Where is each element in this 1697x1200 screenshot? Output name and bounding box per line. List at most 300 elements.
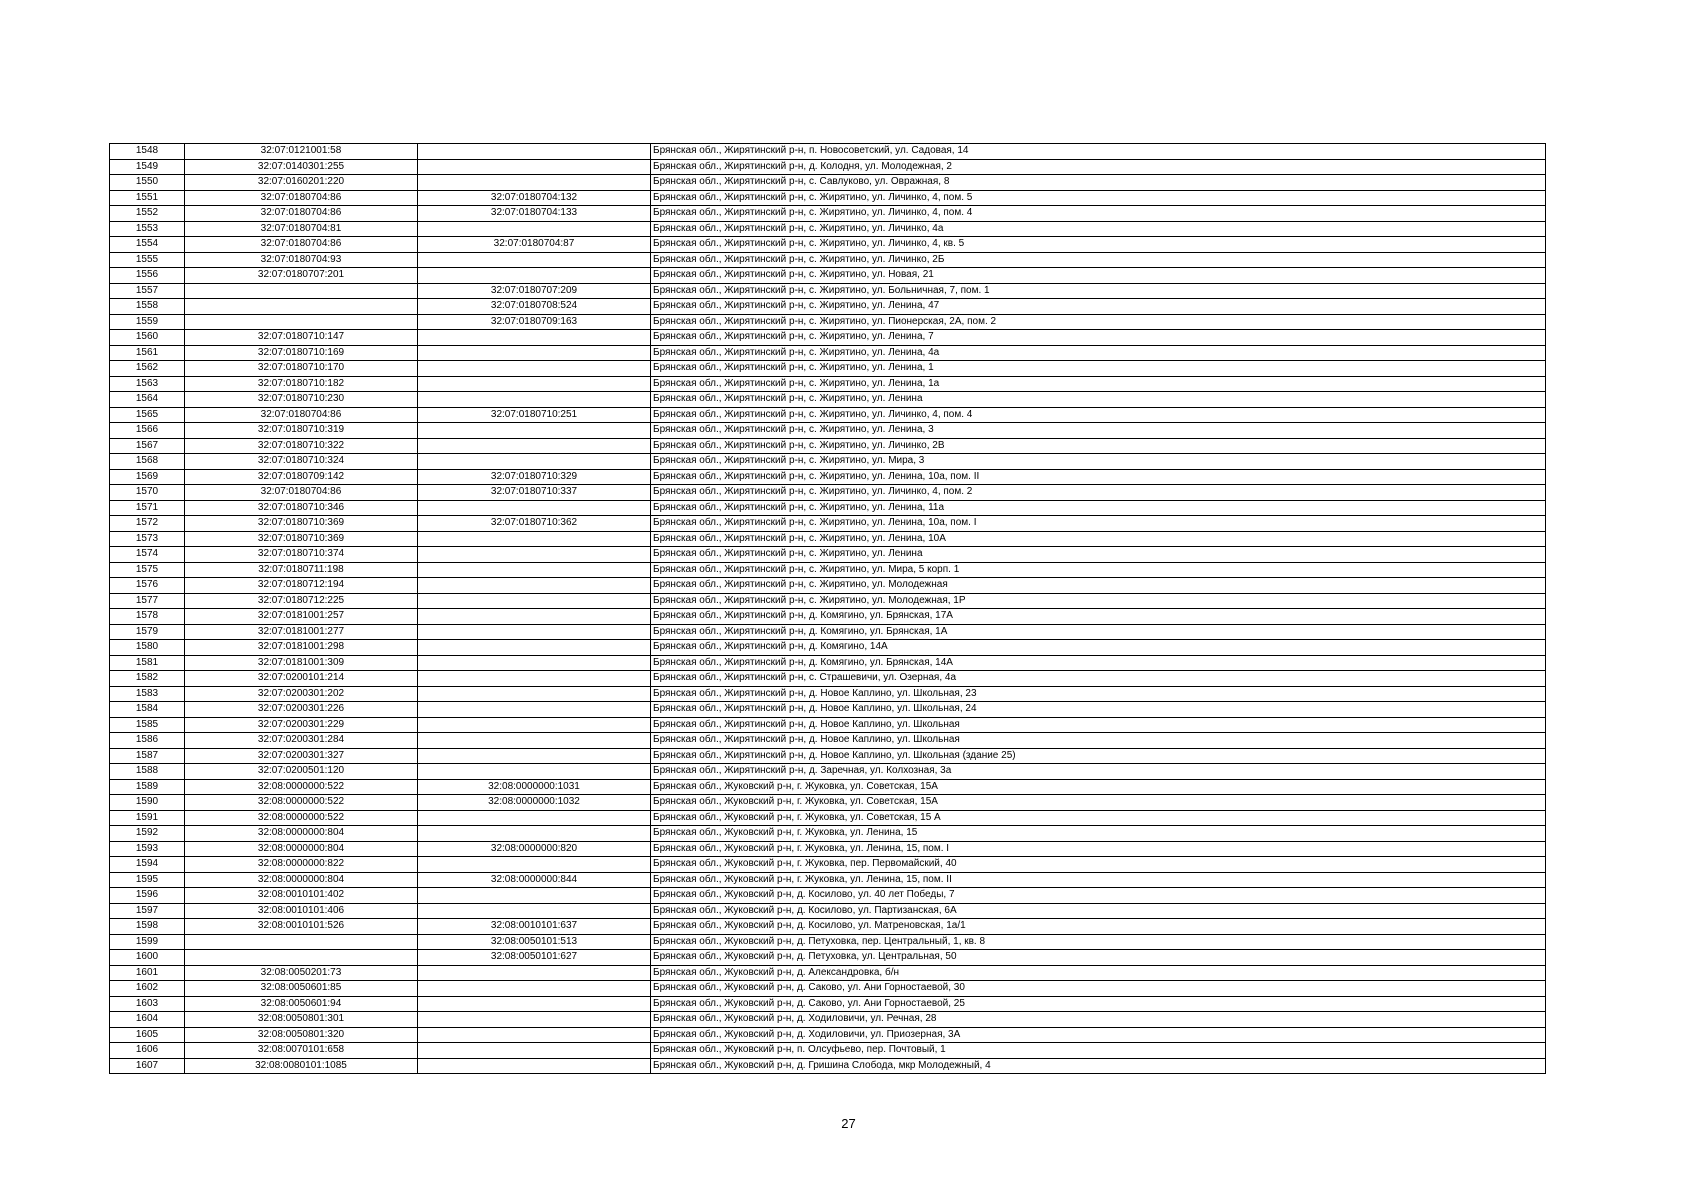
cadastral-number-cell: 32:07:0200101:214	[185, 671, 418, 687]
row-number-cell: 1583	[110, 686, 185, 702]
cadastral-number-cell: 32:07:0180710:324	[185, 454, 418, 470]
room-cadastral-number-cell: 32:08:0010101:637	[418, 919, 651, 935]
table-row	[110, 547, 1546, 563]
address-cell: Брянская обл., Жирятинский р-н, с. Страшевичи, ул. Озерная, 4а	[651, 671, 1546, 687]
cadastral-number-cell	[185, 314, 418, 330]
row-number-cell: 1585	[110, 717, 185, 733]
cadastral-number-cell: 32:07:0180710:369	[185, 516, 418, 532]
table-row	[110, 345, 1546, 361]
table-row	[110, 1012, 1546, 1028]
row-number-cell: 1562	[110, 361, 185, 377]
room-cadastral-number-cell	[418, 578, 651, 594]
address-cell: Брянская обл., Жуковский р-н, д. Саково, ул. Ани Горностаевой, 30	[651, 981, 1546, 997]
room-cadastral-number-cell	[418, 764, 651, 780]
room-cadastral-number-cell: 32:07:0180710:329	[418, 469, 651, 485]
cadastral-number-cell: 32:07:0180707:201	[185, 268, 418, 284]
row-number-cell: 1554	[110, 237, 185, 253]
room-cadastral-number-cell	[418, 624, 651, 640]
table-row	[110, 795, 1546, 811]
table-row	[110, 237, 1546, 253]
cadastral-number-cell: 32:07:0140301:255	[185, 159, 418, 175]
address-cell: Брянская обл., Жирятинский р-н, д. Новое Каплино, ул. Школьная, 23	[651, 686, 1546, 702]
room-cadastral-number-cell	[418, 562, 651, 578]
row-number-cell: 1564	[110, 392, 185, 408]
table-row	[110, 299, 1546, 315]
room-cadastral-number-cell	[418, 252, 651, 268]
address-cell: Брянская обл., Жирятинский р-н, с. Жирятино, ул. Больничная, 7, пом. 1	[651, 283, 1546, 299]
table-row	[110, 919, 1546, 935]
row-number-cell: 1572	[110, 516, 185, 532]
table-row	[110, 159, 1546, 175]
address-cell: Брянская обл., Жирятинский р-н, с. Жирятино, ул. Ленина, 10А	[651, 531, 1546, 547]
table-row	[110, 671, 1546, 687]
row-number-cell: 1561	[110, 345, 185, 361]
address-cell: Брянская обл., Жуковский р-н, д. Саково, ул. Ани Горностаевой, 25	[651, 996, 1546, 1012]
row-number-cell: 1570	[110, 485, 185, 501]
cadastral-number-cell: 32:07:0180710:319	[185, 423, 418, 439]
row-number-cell: 1601	[110, 965, 185, 981]
table-row	[110, 485, 1546, 501]
room-cadastral-number-cell	[418, 438, 651, 454]
address-cell: Брянская обл., Жирятинский р-н, с. Жирятино, ул. Молодежная	[651, 578, 1546, 594]
room-cadastral-number-cell	[418, 159, 651, 175]
row-number-cell: 1579	[110, 624, 185, 640]
address-cell: Брянская обл., Жирятинский р-н, с. Жирятино, ул. Новая, 21	[651, 268, 1546, 284]
table-row	[110, 531, 1546, 547]
row-number-cell: 1574	[110, 547, 185, 563]
cadastral-number-cell: 32:08:0050201:73	[185, 965, 418, 981]
address-cell: Брянская обл., Жуковский р-н, д. Гришина Слобода, мкр Молодежный, 4	[651, 1058, 1546, 1074]
room-cadastral-number-cell	[418, 810, 651, 826]
address-cell: Брянская обл., Жирятинский р-н, д. Заречная, ул. Колхозная, 3а	[651, 764, 1546, 780]
address-cell: Брянская обл., Жирятинский р-н, д. Новое Каплино, ул. Школьная	[651, 717, 1546, 733]
row-number-cell: 1580	[110, 640, 185, 656]
cadastral-number-cell: 32:08:0000000:804	[185, 872, 418, 888]
row-number-cell: 1573	[110, 531, 185, 547]
table-row	[110, 376, 1546, 392]
table-row	[110, 144, 1546, 160]
cadastral-number-cell	[185, 950, 418, 966]
room-cadastral-number-cell	[418, 144, 651, 160]
address-cell: Брянская обл., Жирятинский р-н, д. Комягино, ул. Брянская, 14А	[651, 655, 1546, 671]
table-row	[110, 996, 1546, 1012]
address-cell: Брянская обл., Жирятинский р-н, д. Комягино, ул. Брянская, 17А	[651, 609, 1546, 625]
row-number-cell: 1599	[110, 934, 185, 950]
room-cadastral-number-cell: 32:08:0000000:1031	[418, 779, 651, 795]
cadastral-number-cell: 32:07:0180710:147	[185, 330, 418, 346]
table-row	[110, 469, 1546, 485]
address-cell: Брянская обл., Жирятинский р-н, с. Жирятино, ул. Ленина, 1	[651, 361, 1546, 377]
row-number-cell: 1552	[110, 206, 185, 222]
table-row	[110, 810, 1546, 826]
cadastral-number-cell: 32:08:0070101:658	[185, 1043, 418, 1059]
address-cell: Брянская обл., Жуковский р-н, п. Олсуфьево, пер. Почтовый, 1	[651, 1043, 1546, 1059]
table-row	[110, 516, 1546, 532]
address-cell: Брянская обл., Жирятинский р-н, с. Жирятино, ул. Личинко, 4, кв. 5	[651, 237, 1546, 253]
address-cell: Брянская обл., Жирятинский р-н, с. Жирятино, ул. Ленина	[651, 547, 1546, 563]
cadastral-number-cell: 32:07:0180709:142	[185, 469, 418, 485]
cadastral-number-cell: 32:08:0000000:804	[185, 826, 418, 842]
room-cadastral-number-cell	[418, 1043, 651, 1059]
address-cell: Брянская обл., Жирятинский р-н, с. Савлуково, ул. Овражная, 8	[651, 175, 1546, 191]
cadastral-number-cell: 32:08:0000000:522	[185, 810, 418, 826]
address-cell: Брянская обл., Жирятинский р-н, с. Жирятино, ул. Личинко, 2Б	[651, 252, 1546, 268]
cadastral-number-cell: 32:08:0000000:822	[185, 857, 418, 873]
room-cadastral-number-cell: 32:07:0180709:163	[418, 314, 651, 330]
row-number-cell: 1569	[110, 469, 185, 485]
cadastral-number-cell: 32:08:0000000:522	[185, 779, 418, 795]
address-cell: Брянская обл., Жирятинский р-н, с. Жирятино, ул. Ленина, 3	[651, 423, 1546, 439]
address-cell: Брянская обл., Жуковский р-н, г. Жуковка, ул. Ленина, 15, пом. I	[651, 841, 1546, 857]
cadastral-number-cell: 32:08:0050601:85	[185, 981, 418, 997]
row-number-cell: 1590	[110, 795, 185, 811]
row-number-cell: 1555	[110, 252, 185, 268]
row-number-cell: 1606	[110, 1043, 185, 1059]
cadastral-number-cell: 32:08:0050601:94	[185, 996, 418, 1012]
row-number-cell: 1563	[110, 376, 185, 392]
room-cadastral-number-cell	[418, 981, 651, 997]
cadastral-number-cell: 32:08:0050801:301	[185, 1012, 418, 1028]
address-cell: Брянская обл., Жирятинский р-н, д. Колодня, ул. Молодежная, 2	[651, 159, 1546, 175]
address-cell: Брянская обл., Жуковский р-н, д. Петуховка, пер. Центральный, 1, кв. 8	[651, 934, 1546, 950]
cadastral-number-cell: 32:07:0180704:86	[185, 237, 418, 253]
address-cell: Брянская обл., Жуковский р-н, г. Жуковка, пер. Первомайский, 40	[651, 857, 1546, 873]
address-cell: Брянская обл., Жирятинский р-н, с. Жирятино, ул. Ленина, 4а	[651, 345, 1546, 361]
room-cadastral-number-cell	[418, 733, 651, 749]
room-cadastral-number-cell	[418, 903, 651, 919]
table-row	[110, 221, 1546, 237]
cadastral-number-cell: 32:07:0180710:346	[185, 500, 418, 516]
table-row	[110, 717, 1546, 733]
cadastral-number-cell: 32:07:0180704:81	[185, 221, 418, 237]
room-cadastral-number-cell	[418, 748, 651, 764]
cadastral-number-cell: 32:07:0180710:369	[185, 531, 418, 547]
address-cell: Брянская обл., Жирятинский р-н, д. Новое Каплино, ул. Школьная (здание 25)	[651, 748, 1546, 764]
table-row	[110, 407, 1546, 423]
row-number-cell: 1603	[110, 996, 185, 1012]
address-cell: Брянская обл., Жирятинский р-н, с. Жирятино, ул. Личинко, 4, пом. 2	[651, 485, 1546, 501]
row-number-cell: 1576	[110, 578, 185, 594]
room-cadastral-number-cell: 32:07:0180704:132	[418, 190, 651, 206]
row-number-cell: 1596	[110, 888, 185, 904]
address-cell: Брянская обл., Жирятинский р-н, с. Жирятино, ул. Ленина, 1а	[651, 376, 1546, 392]
room-cadastral-number-cell	[418, 655, 651, 671]
cadastral-number-cell: 32:07:0180704:86	[185, 206, 418, 222]
cadastral-number-cell: 32:08:0010101:526	[185, 919, 418, 935]
room-cadastral-number-cell	[418, 609, 651, 625]
address-cell: Брянская обл., Жирятинский р-н, с. Жирятино, ул. Личинко, 4а	[651, 221, 1546, 237]
cadastral-number-cell: 32:07:0200301:327	[185, 748, 418, 764]
row-number-cell: 1577	[110, 593, 185, 609]
row-number-cell: 1594	[110, 857, 185, 873]
cadastral-number-cell: 32:07:0121001:58	[185, 144, 418, 160]
address-cell: Брянская обл., Жуковский р-н, д. Александровка, б/н	[651, 965, 1546, 981]
room-cadastral-number-cell	[418, 547, 651, 563]
row-number-cell: 1557	[110, 283, 185, 299]
address-cell: Брянская обл., Жирятинский р-н, с. Жирятино, ул. Молодежная, 1Р	[651, 593, 1546, 609]
room-cadastral-number-cell: 32:08:0050101:627	[418, 950, 651, 966]
table-row	[110, 252, 1546, 268]
room-cadastral-number-cell	[418, 686, 651, 702]
cadastral-number-cell	[185, 283, 418, 299]
address-cell: Брянская обл., Жуковский р-н, г. Жуковка, ул. Ленина, 15	[651, 826, 1546, 842]
table-row	[110, 593, 1546, 609]
cadastral-number-cell: 32:07:0180710:230	[185, 392, 418, 408]
table-row	[110, 206, 1546, 222]
room-cadastral-number-cell	[418, 826, 651, 842]
table-row	[110, 764, 1546, 780]
room-cadastral-number-cell	[418, 423, 651, 439]
table-row	[110, 857, 1546, 873]
row-number-cell: 1567	[110, 438, 185, 454]
table-row	[110, 934, 1546, 950]
room-cadastral-number-cell: 32:07:0180708:524	[418, 299, 651, 315]
address-cell: Брянская обл., Жирятинский р-н, с. Жирятино, ул. Мира, 3	[651, 454, 1546, 470]
address-cell: Брянская обл., Жуковский р-н, г. Жуковка, ул. Советская, 15А	[651, 795, 1546, 811]
table-row	[110, 609, 1546, 625]
table-row	[110, 578, 1546, 594]
room-cadastral-number-cell	[418, 1012, 651, 1028]
address-cell: Брянская обл., Жуковский р-н, д. Косилово, ул. 40 лет Победы, 7	[651, 888, 1546, 904]
address-cell: Брянская обл., Жирятинский р-н, с. Жирятино, ул. Личинко, 4, пом. 4	[651, 206, 1546, 222]
table-row	[110, 392, 1546, 408]
table-row	[110, 268, 1546, 284]
address-cell: Брянская обл., Жирятинский р-н, д. Комягино, ул. Брянская, 1А	[651, 624, 1546, 640]
room-cadastral-number-cell: 32:07:0180707:209	[418, 283, 651, 299]
row-number-cell: 1558	[110, 299, 185, 315]
cadastral-number-cell: 32:07:0200301:202	[185, 686, 418, 702]
cadastral-number-cell: 32:08:0010101:402	[185, 888, 418, 904]
row-number-cell: 1592	[110, 826, 185, 842]
page-number: 27	[841, 1116, 856, 1131]
table-row	[110, 903, 1546, 919]
row-number-cell: 1581	[110, 655, 185, 671]
address-cell: Брянская обл., Жирятинский р-н, с. Жирятино, ул. Ленина, 7	[651, 330, 1546, 346]
row-number-cell: 1565	[110, 407, 185, 423]
address-cell: Брянская обл., Жуковский р-н, д. Косилово, ул. Партизанская, 6А	[651, 903, 1546, 919]
address-cell: Брянская обл., Жирятинский р-н, с. Жирятино, ул. Пионерская, 2А, пом. 2	[651, 314, 1546, 330]
row-number-cell: 1559	[110, 314, 185, 330]
cadastral-number-cell: 32:07:0180710:182	[185, 376, 418, 392]
room-cadastral-number-cell	[418, 175, 651, 191]
cadastral-number-cell: 32:07:0181001:257	[185, 609, 418, 625]
room-cadastral-number-cell	[418, 361, 651, 377]
room-cadastral-number-cell: 32:08:0050101:513	[418, 934, 651, 950]
room-cadastral-number-cell	[418, 593, 651, 609]
table-row	[110, 283, 1546, 299]
address-cell: Брянская обл., Жирятинский р-н, с. Жирятино, ул. Личинко, 4, пом. 5	[651, 190, 1546, 206]
room-cadastral-number-cell	[418, 221, 651, 237]
row-number-cell: 1556	[110, 268, 185, 284]
cadastral-number-cell: 32:07:0200301:284	[185, 733, 418, 749]
registry-table	[109, 143, 1546, 1074]
cadastral-number-cell: 32:07:0180710:169	[185, 345, 418, 361]
row-number-cell: 1578	[110, 609, 185, 625]
table-row	[110, 423, 1546, 439]
cadastral-number-cell: 32:07:0180710:322	[185, 438, 418, 454]
row-number-cell: 1571	[110, 500, 185, 516]
address-cell: Брянская обл., Жуковский р-н, г. Жуковка, ул. Ленина, 15, пом. II	[651, 872, 1546, 888]
row-number-cell: 1549	[110, 159, 185, 175]
table-row	[110, 624, 1546, 640]
cadastral-number-cell: 32:07:0180704:86	[185, 485, 418, 501]
room-cadastral-number-cell	[418, 857, 651, 873]
room-cadastral-number-cell: 32:08:0000000:1032	[418, 795, 651, 811]
address-cell: Брянская обл., Жирятинский р-н, с. Жирятино, ул. Ленина, 10а, пом. II	[651, 469, 1546, 485]
table-row	[110, 1058, 1546, 1074]
table-row	[110, 872, 1546, 888]
table-row	[110, 841, 1546, 857]
room-cadastral-number-cell: 32:08:0000000:820	[418, 841, 651, 857]
table-row	[110, 826, 1546, 842]
row-number-cell: 1550	[110, 175, 185, 191]
cadastral-number-cell	[185, 299, 418, 315]
cadastral-number-cell: 32:07:0200301:226	[185, 702, 418, 718]
room-cadastral-number-cell	[418, 702, 651, 718]
table-row	[110, 640, 1546, 656]
address-cell: Брянская обл., Жуковский р-н, г. Жуковка, ул. Советская, 15 А	[651, 810, 1546, 826]
cadastral-number-cell: 32:07:0180704:93	[185, 252, 418, 268]
table-row	[110, 888, 1546, 904]
address-cell: Брянская обл., Жирятинский р-н, д. Комягино, 14А	[651, 640, 1546, 656]
table-row	[110, 562, 1546, 578]
row-number-cell: 1600	[110, 950, 185, 966]
table-row	[110, 454, 1546, 470]
table-row	[110, 686, 1546, 702]
room-cadastral-number-cell	[418, 996, 651, 1012]
room-cadastral-number-cell: 32:08:0000000:844	[418, 872, 651, 888]
table-row	[110, 190, 1546, 206]
room-cadastral-number-cell	[418, 1027, 651, 1043]
room-cadastral-number-cell	[418, 330, 651, 346]
row-number-cell: 1566	[110, 423, 185, 439]
table-row	[110, 950, 1546, 966]
address-cell: Брянская обл., Жуковский р-н, д. Петуховка, ул. Центральная, 50	[651, 950, 1546, 966]
row-number-cell: 1605	[110, 1027, 185, 1043]
table-row	[110, 314, 1546, 330]
table-row	[110, 655, 1546, 671]
room-cadastral-number-cell	[418, 268, 651, 284]
address-cell: Брянская обл., Жирятинский р-н, п. Новосоветский, ул. Садовая, 14	[651, 144, 1546, 160]
address-cell: Брянская обл., Жирятинский р-н, с. Жирятино, ул. Ленина, 11а	[651, 500, 1546, 516]
cadastral-number-cell: 32:08:0080101:1085	[185, 1058, 418, 1074]
row-number-cell: 1548	[110, 144, 185, 160]
row-number-cell: 1582	[110, 671, 185, 687]
registry-table-body	[110, 144, 1546, 1074]
cadastral-number-cell: 32:07:0180710:170	[185, 361, 418, 377]
table-row	[110, 361, 1546, 377]
room-cadastral-number-cell: 32:07:0180710:251	[418, 407, 651, 423]
row-number-cell: 1593	[110, 841, 185, 857]
cadastral-number-cell: 32:08:0000000:522	[185, 795, 418, 811]
table-row	[110, 965, 1546, 981]
cadastral-number-cell: 32:07:0181001:309	[185, 655, 418, 671]
cadastral-number-cell: 32:08:0050801:320	[185, 1027, 418, 1043]
address-cell: Брянская обл., Жирятинский р-н, с. Жирятино, ул. Ленина, 10а, пом. I	[651, 516, 1546, 532]
address-cell: Брянская обл., Жирятинский р-н, д. Новое Каплино, ул. Школьная, 24	[651, 702, 1546, 718]
cadastral-number-cell: 32:08:0000000:804	[185, 841, 418, 857]
row-number-cell: 1575	[110, 562, 185, 578]
address-cell: Брянская обл., Жуковский р-н, д. Ходиловичи, ул. Речная, 28	[651, 1012, 1546, 1028]
cadastral-number-cell: 32:07:0180711:198	[185, 562, 418, 578]
row-number-cell: 1589	[110, 779, 185, 795]
row-number-cell: 1595	[110, 872, 185, 888]
row-number-cell: 1568	[110, 454, 185, 470]
cadastral-number-cell: 32:08:0010101:406	[185, 903, 418, 919]
row-number-cell: 1586	[110, 733, 185, 749]
table-row	[110, 702, 1546, 718]
room-cadastral-number-cell	[418, 531, 651, 547]
room-cadastral-number-cell	[418, 392, 651, 408]
row-number-cell: 1588	[110, 764, 185, 780]
address-cell: Брянская обл., Жирятинский р-н, д. Новое Каплино, ул. Школьная	[651, 733, 1546, 749]
row-number-cell: 1587	[110, 748, 185, 764]
cadastral-number-cell: 32:07:0180710:374	[185, 547, 418, 563]
table-row	[110, 330, 1546, 346]
cadastral-number-cell: 32:07:0180704:86	[185, 407, 418, 423]
address-cell: Брянская обл., Жирятинский р-н, с. Жирятино, ул. Личинко, 4, пом. 4	[651, 407, 1546, 423]
table-row	[110, 733, 1546, 749]
cadastral-number-cell: 32:07:0180712:194	[185, 578, 418, 594]
row-number-cell: 1598	[110, 919, 185, 935]
address-cell: Брянская обл., Жирятинский р-н, с. Жирятино, ул. Ленина	[651, 392, 1546, 408]
row-number-cell: 1553	[110, 221, 185, 237]
room-cadastral-number-cell	[418, 376, 651, 392]
address-cell: Брянская обл., Жирятинский р-н, с. Жирятино, ул. Ленина, 47	[651, 299, 1546, 315]
cadastral-number-cell: 32:07:0200301:229	[185, 717, 418, 733]
row-number-cell: 1597	[110, 903, 185, 919]
room-cadastral-number-cell	[418, 345, 651, 361]
room-cadastral-number-cell	[418, 888, 651, 904]
cadastral-number-cell: 32:07:0200501:120	[185, 764, 418, 780]
room-cadastral-number-cell	[418, 671, 651, 687]
row-number-cell: 1607	[110, 1058, 185, 1074]
room-cadastral-number-cell: 32:07:0180704:87	[418, 237, 651, 253]
address-cell: Брянская обл., Жуковский р-н, д. Косилово, ул. Матреновская, 1а/1	[651, 919, 1546, 935]
room-cadastral-number-cell: 32:07:0180704:133	[418, 206, 651, 222]
table-row	[110, 500, 1546, 516]
cadastral-number-cell: 32:07:0180712:225	[185, 593, 418, 609]
cadastral-number-cell	[185, 934, 418, 950]
cadastral-number-cell: 32:07:0180704:86	[185, 190, 418, 206]
row-number-cell: 1602	[110, 981, 185, 997]
room-cadastral-number-cell	[418, 454, 651, 470]
room-cadastral-number-cell	[418, 965, 651, 981]
room-cadastral-number-cell: 32:07:0180710:362	[418, 516, 651, 532]
table-row	[110, 779, 1546, 795]
room-cadastral-number-cell	[418, 500, 651, 516]
row-number-cell: 1591	[110, 810, 185, 826]
room-cadastral-number-cell	[418, 1058, 651, 1074]
table-row	[110, 1027, 1546, 1043]
room-cadastral-number-cell	[418, 640, 651, 656]
address-cell: Брянская обл., Жирятинский р-н, с. Жирятино, ул. Мира, 5 корп. 1	[651, 562, 1546, 578]
cadastral-number-cell: 32:07:0160201:220	[185, 175, 418, 191]
row-number-cell: 1551	[110, 190, 185, 206]
table-row	[110, 438, 1546, 454]
table-row	[110, 175, 1546, 191]
row-number-cell: 1560	[110, 330, 185, 346]
row-number-cell: 1604	[110, 1012, 185, 1028]
table-row	[110, 981, 1546, 997]
table-row	[110, 748, 1546, 764]
cadastral-number-cell: 32:07:0181001:298	[185, 640, 418, 656]
room-cadastral-number-cell: 32:07:0180710:337	[418, 485, 651, 501]
address-cell: Брянская обл., Жирятинский р-н, с. Жирятино, ул. Личинко, 2В	[651, 438, 1546, 454]
room-cadastral-number-cell	[418, 717, 651, 733]
address-cell: Брянская обл., Жуковский р-н, г. Жуковка, ул. Советская, 15А	[651, 779, 1546, 795]
table-row	[110, 1043, 1546, 1059]
